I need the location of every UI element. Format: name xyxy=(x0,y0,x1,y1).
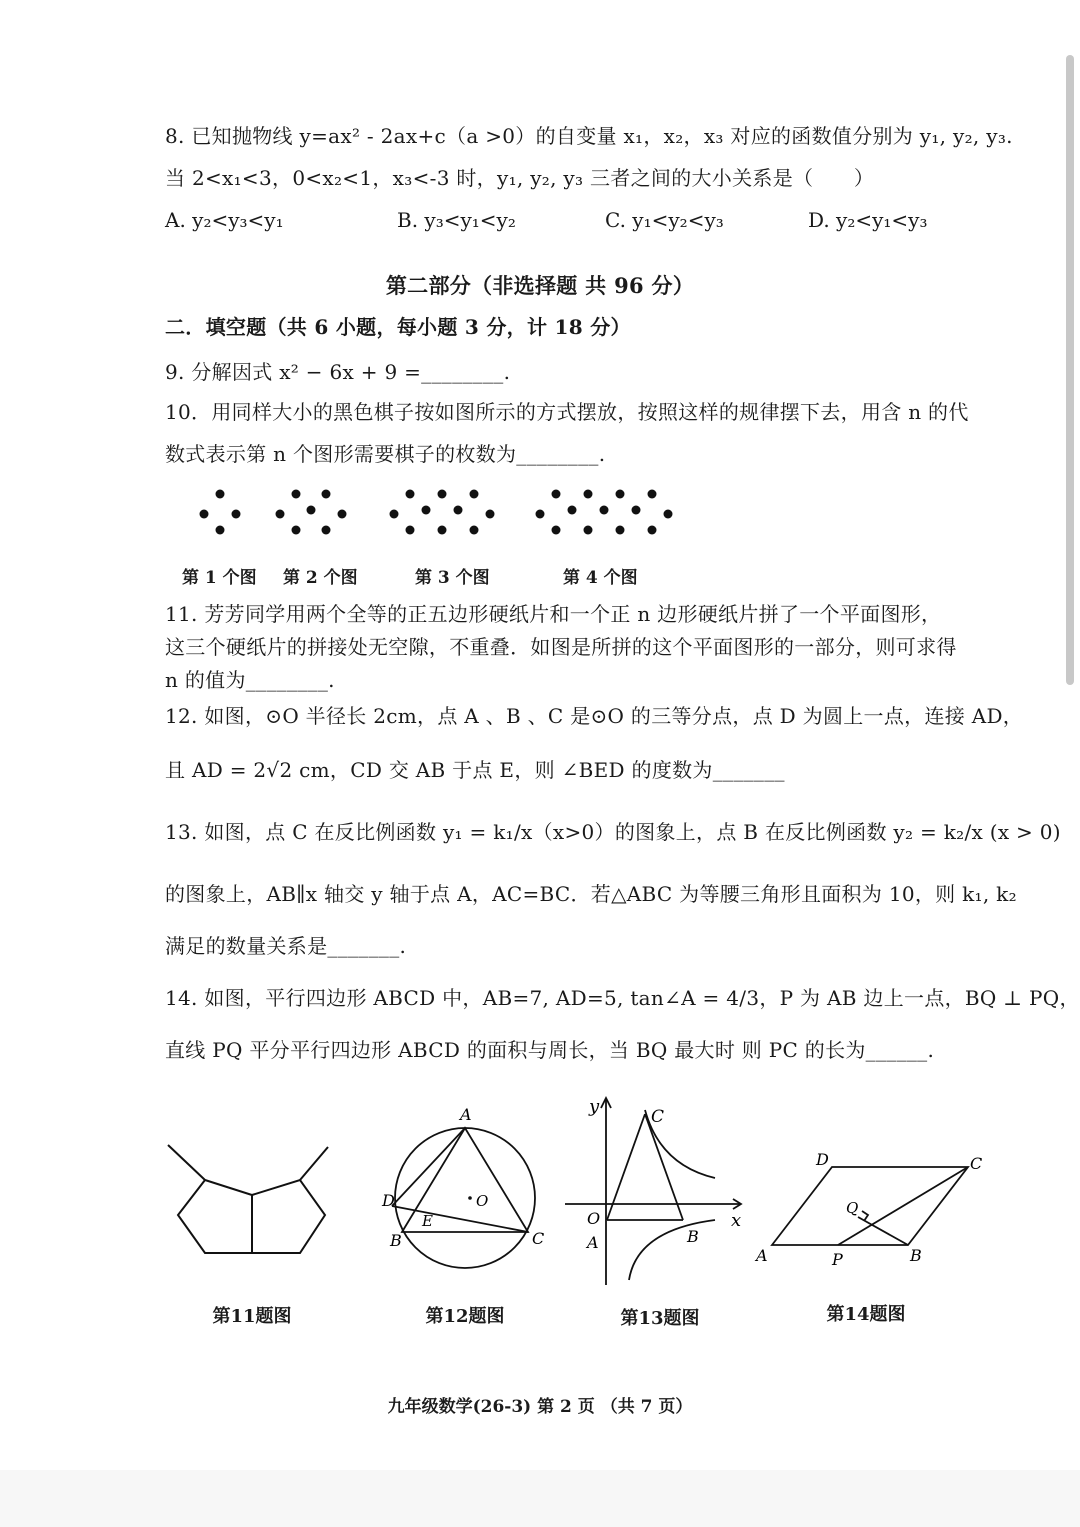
q10-figure-1 xyxy=(200,490,241,535)
figure-13-label-o: O xyxy=(587,1209,601,1228)
q8-line2: 当 2<x₁<3，0<x₂<1，x₃<-3 时，y₁, y₂, y₃ 三者之间的大小关系是（ ） xyxy=(165,166,875,190)
figure-12-label-d: D xyxy=(382,1191,395,1210)
figure-14-label-c: C xyxy=(970,1154,983,1173)
figure-11-caption: 第11题图 xyxy=(212,1306,292,1327)
figure-14-label-a: A xyxy=(756,1246,768,1265)
figure-13-label-x: x xyxy=(731,1210,742,1231)
q10-line1: 10．用同样大小的黑色棋子按如图所示的方式摆放，按照这样的规律摆下去，用含 n 的代 xyxy=(165,400,969,424)
q12-line2: 且 AD = 2√2 cm，CD 交 AB 于点 E，则 ∠BED 的度数为_______ xyxy=(165,758,785,782)
figure-13-label-a: A xyxy=(587,1233,599,1252)
q10-figure-4 xyxy=(536,490,673,535)
figure-11-left-pentagon xyxy=(178,1180,252,1253)
figure-12-label-e: E xyxy=(422,1212,433,1230)
q10-caption-2: 第 2 个图 xyxy=(283,568,358,588)
figure-14-label-b: B xyxy=(910,1246,922,1265)
figure-13-label-y: y xyxy=(589,1096,600,1117)
q14-line1: 14. 如图，平行四边形 ABCD 中，AB=7, AD=5, tan∠A = 4/3，P 为 AB 边上一点，BQ ⊥ PQ， xyxy=(165,986,1080,1010)
figure-12 xyxy=(380,1100,550,1270)
figure-13 xyxy=(565,1090,755,1290)
q8-option-a: A. y₂<y₃<y₁ xyxy=(165,208,284,232)
q9-text: 9. 分解因式 x² − 6x + 9 =________. xyxy=(165,360,511,384)
figure-13-caption: 第13题图 xyxy=(620,1308,700,1329)
figure-12-label-b: B xyxy=(390,1231,402,1250)
q10-figure-3 xyxy=(390,490,495,535)
figure-14-label-q: Q xyxy=(846,1199,859,1217)
figure-14-label-p: P xyxy=(832,1250,843,1269)
figure-14-parallelogram xyxy=(772,1167,968,1245)
bottom-band xyxy=(0,1470,1080,1527)
q13-line1: 13. 如图，点 C 在反比例函数 y₁ = k₁/x（x>0）的图象上，点 B 在反比例函数 y₂ = k₂/x (x > 0) xyxy=(165,820,1061,844)
figure-14-label-d: D xyxy=(816,1150,829,1169)
q13-line2: 的图象上，AB∥x 轴交 y 轴于点 A，AC=BC．若△ABC 为等腰三角形且面积为 10，则 k₁, k₂ xyxy=(165,882,1017,906)
figure-12-circle xyxy=(395,1128,535,1268)
q11-line1: 11. 芳芳同学用两个全等的正五边形硬纸片和一个正 n 边形硬纸片拼了一个平面图形， xyxy=(165,602,942,626)
figure-13-label-b: B xyxy=(687,1227,699,1246)
q11-line3: n 的值为________. xyxy=(165,668,335,692)
q11-line2: 这三个硬纸片的拼接处无空隙，不重叠．如图是所拼的这个平面图形的一部分，则可求得 xyxy=(165,635,957,659)
figure-12-label-o: O xyxy=(476,1192,489,1210)
figure-13-label-c: C xyxy=(651,1107,665,1127)
section2-title: 二．填空题（共 6 小题，每小题 3 分，计 18 分） xyxy=(165,315,631,339)
figure-12-caption: 第12题图 xyxy=(425,1306,505,1327)
q10-line2: 数式表示第 n 个图形需要棋子的枚数为________. xyxy=(165,442,606,466)
q10-caption-1: 第 1 个图 xyxy=(182,568,257,588)
q8-option-d: D. y₂<y₁<y₃ xyxy=(808,208,928,232)
figure-14-caption: 第14题图 xyxy=(826,1304,906,1325)
q10-caption-4: 第 4 个图 xyxy=(563,568,638,588)
figure-14-line-bq xyxy=(858,1217,908,1245)
q8-option-c: C. y₁<y₂<y₃ xyxy=(605,208,724,232)
q12-line1: 12. 如图，⊙O 半径长 2cm，点 A 、B 、C 是⊙O 的三等分点，点 D 为圆上一点，连接 AD， xyxy=(165,704,1024,728)
q10-caption-3: 第 3 个图 xyxy=(415,568,490,588)
figure-14 xyxy=(750,1145,990,1275)
q14-line2: 直线 PQ 平分平行四边形 ABCD 的面积与周长，当 BQ 最大时 则 PC 的长为______. xyxy=(165,1038,935,1062)
q13-line3: 满足的数量关系是_______. xyxy=(165,934,407,958)
q8-option-b: B. y₃<y₁<y₂ xyxy=(397,208,516,232)
q10-figure-2 xyxy=(276,490,347,535)
figure-13-curve-b xyxy=(629,1220,715,1280)
figure-12-label-c: C xyxy=(532,1229,545,1248)
q8-line1: 8. 已知抛物线 y=ax² - 2ax+c（a >0）的自变量 x₁，x₂，x₃ 对应的函数值分别为 y₁, y₂, y₃. xyxy=(165,124,1013,148)
scrollbar[interactable] xyxy=(1066,55,1074,685)
q10-dot-pattern xyxy=(190,480,690,540)
part2-title: 第二部分（非选择题 共 96 分） xyxy=(385,273,695,298)
figure-11-right-pentagon xyxy=(252,1180,325,1253)
figure-11 xyxy=(160,1135,360,1275)
figure-12-label-a: A xyxy=(460,1105,472,1124)
page-footer: 九年级数学(26-3) 第 2 页 （共 7 页） xyxy=(387,1397,693,1417)
